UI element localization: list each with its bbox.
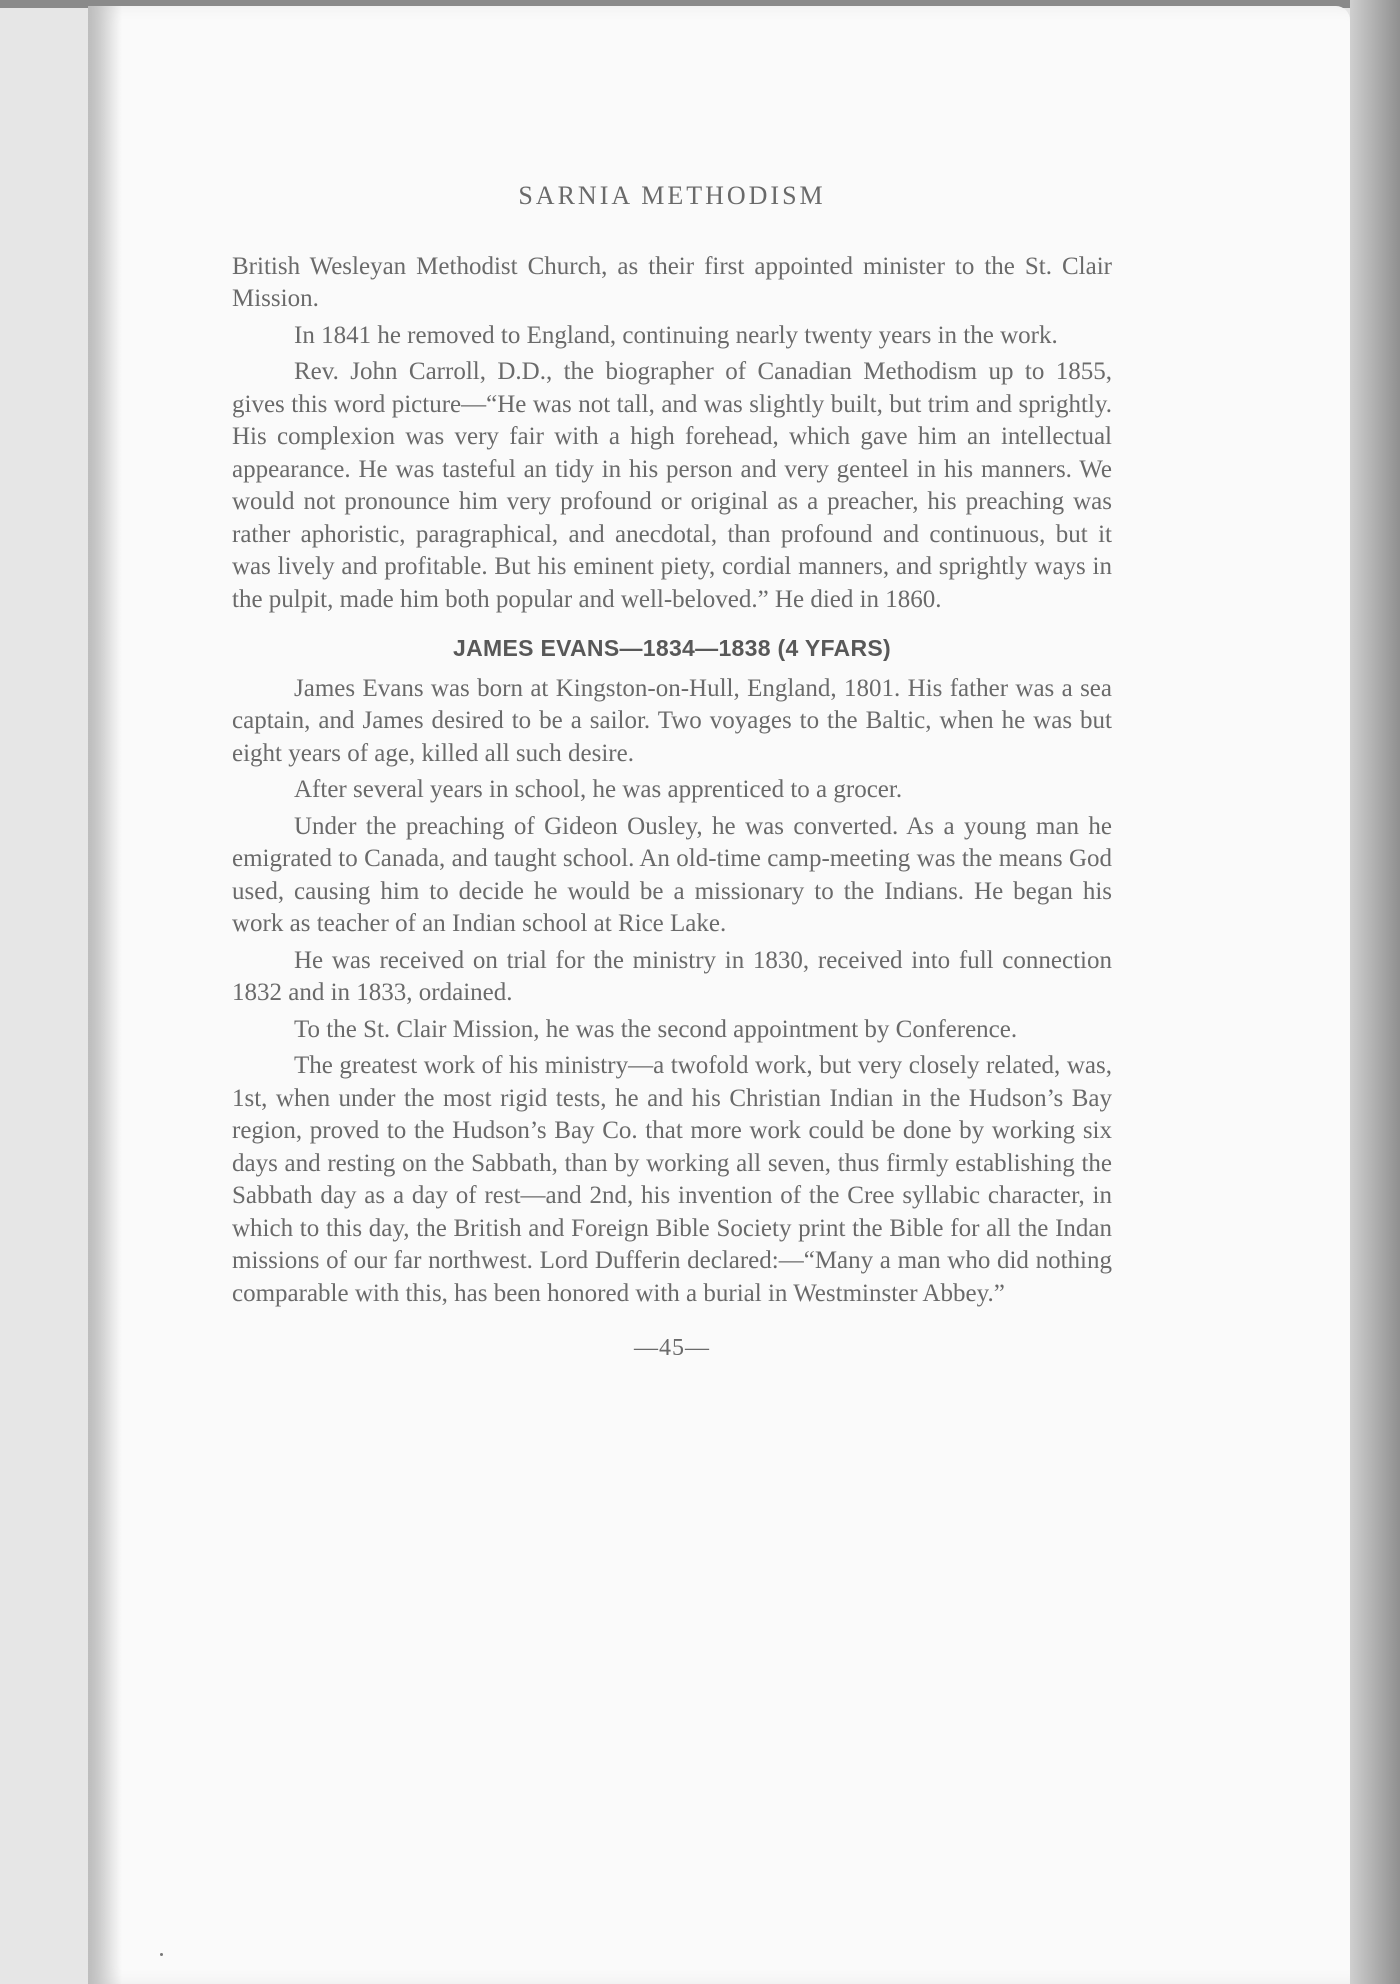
page-number: —45— bbox=[634, 1335, 710, 1361]
paragraph: Under the preaching of Gideon Ousley, he was converted. As a young man he emigrated to Canada, and taught school. An old-time camp-meeting was the means God used, causing him to decide he would be a missionary to the Indians. He began his work as teacher of an Indian school at Rice Lake. bbox=[232, 812, 1112, 937]
running-head: SARNIA METHODISM bbox=[518, 181, 826, 210]
section-heading: JAMES EVANS—1834—1838 (4 YFARS) bbox=[453, 635, 891, 661]
paragraph: After several years in school, he was apprenticed to a grocer. bbox=[294, 776, 903, 803]
paragraph: To the St. Clair Mission, he was the second appointment by Conference. bbox=[294, 1015, 1018, 1043]
binding-shadow bbox=[88, 6, 122, 1984]
stray-mark bbox=[160, 1953, 163, 1956]
scan-right-edge bbox=[1350, 0, 1400, 1984]
paragraph-continued: British Wesleyan Methodist Church, as their first appointed minister to the St. Clair Mission. bbox=[232, 252, 1112, 312]
paragraph: James Evans was born at Kingston-on-Hull, England, 1801. His father was a sea captain, and James desired to be a sailor. Two voyages to the Baltic, when he was but eight years of age, killed all such desire. bbox=[232, 674, 1112, 767]
page-text bbox=[232, 180, 1112, 1365]
paragraph: He was received on trial for the ministry in 1830, received into full connection 1832 and in 1833, ordained. bbox=[232, 946, 1112, 1006]
paragraph: The greatest work of his ministry—a twofold work, but very closely related, was, 1st, when under the most rigid tests, he and his Christian Indian in the Hudson’s Bay region, proved to the Hudson’s Bay Co. that more work could be done by working six days and resting on the Sabbath, than by working all seven, thus firmly establishing the Sabbath day as a day of rest—and 2nd, his invention of the Cree syllabic character, in which to this day, the British and Foreign Bible Society print the Bible for all the Indan missions of our far northwest. Lord Dufferin declared:—“Many a man who did nothing comparable with this, has been honored with a burial in Westminster Abbey.” bbox=[232, 1052, 1112, 1307]
paragraph: In 1841 he removed to England, continuing nearly twenty years in the work. bbox=[294, 321, 1058, 349]
paragraph: Rev. John Carroll, D.D., the biographer of Canadian Methodism up to 1855, gives this word picture—“He was not tall, and was slightly built, but trim and sprightly. His complexion was very fair with a high forehead, which gave him an intellectual appearance. He was tasteful an tidy in his person and very genteel in his manners. We would not pronounce him very profound or original as a preacher, his preaching was rather aphoristic, paragraphical, and anecdotal, than profound and continuous, but it was lively and profitable. But his eminent piety, cordial manners, and sprightly ways in the pulpit, made him both popular and well-beloved.” He died in 1860. bbox=[232, 358, 1112, 613]
